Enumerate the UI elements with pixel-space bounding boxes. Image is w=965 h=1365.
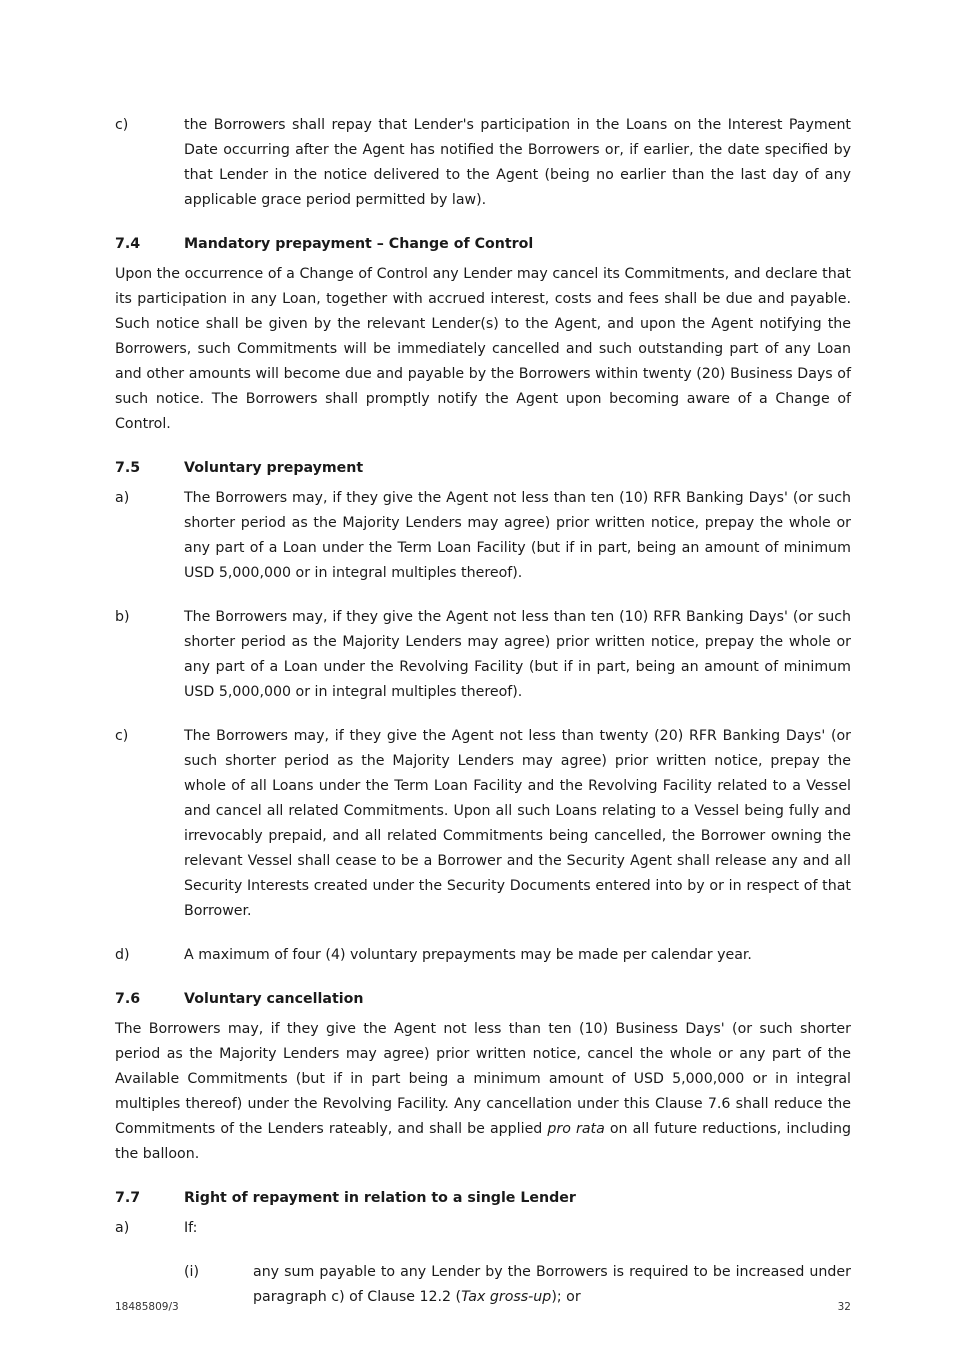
- clause-7-3-item-c: [115, 113, 851, 213]
- clause-text-italic: pro rata: [547, 1121, 605, 1137]
- page-content: [115, 113, 851, 1329]
- subitem-text: [253, 1264, 851, 1305]
- clause-7-5-heading: [115, 456, 851, 481]
- clause-number: 7.4: [115, 236, 141, 252]
- clause-title: Mandatory prepayment – Change of Control: [184, 236, 534, 252]
- clause-number: 7.5: [115, 460, 141, 476]
- item-label: c): [115, 728, 129, 744]
- clause-7-5-item-b: [115, 605, 851, 705]
- item-text: the Borrowers shall repay that Lender's participation in the Loans on the Interest Payment Date occurring after the Agent has notified the Borrowers or, if earlier, the date specified by that Lender in the notice delivered to the Agent (being no earlier than the last day of any applicable grace period permitted by law).: [184, 117, 851, 208]
- footer-page-number: 32: [837, 1301, 851, 1313]
- item-text: If:: [184, 1220, 198, 1236]
- item-text: The Borrowers may, if they give the Agent not less than ten (10) RFR Banking Days' (or such shorter period as the Majority Lenders may agree) prior written notice, prepay the whole or any part of a Loan under the Revolving Facility (but if in part, being an amount of minimum USD 5,000,000 or in integral multiples thereof).: [184, 609, 851, 700]
- clause-title: Right of repayment in relation to a single Lender: [184, 1190, 576, 1206]
- subitem-text-part: ); or: [551, 1289, 581, 1305]
- footer-doc-ref: 18485809/3: [115, 1301, 179, 1313]
- item-label: d): [115, 947, 130, 963]
- clause-7-5-item-c: [115, 724, 851, 924]
- clause-7-7-item-a: [115, 1216, 851, 1241]
- clause-7-4-text: Upon the occurrence of a Change of Control any Lender may cancel its Commitments, and declare that its participation in any Loan, together with accrued interest, costs and fees shall be due and payable. Such notice shall be given by the relevant Lender(s) to the Agent, and upon the Agent notifying the Borrowers, such Commitments will be immediately cancelled and such outstanding part of any Loan and other amounts will become due and payable by the Borrowers within twenty (20) Business Days of such notice. The Borrowers shall promptly notify the Agent upon becoming aware of a Change of Control.: [115, 266, 851, 432]
- item-label: a): [115, 490, 130, 506]
- clause-7-6-text: [115, 1017, 851, 1167]
- clause-7-6-heading: [115, 987, 851, 1012]
- clause-7-4-heading: [115, 232, 851, 257]
- clause-number: 7.7: [115, 1190, 141, 1206]
- clause-7-5-item-a: [115, 486, 851, 586]
- clause-text-part: on all future reductions, including the balloon.: [115, 1121, 851, 1162]
- clause-7-7-heading: [115, 1186, 851, 1211]
- clause-text-part: The Borrowers may, if they give the Agent not less than ten (10) Business Days' (or such shorter period as the Majority Lenders may agree) prior written notice, cancel the whole or any part of the Available Commitments (but if in part being a minimum amount of USD 5,000,000 or in integral multiples thereof) under the Revolving Facility. Any cancellation under this Clause 7.6 shall reduce the Commitments of the Lenders rateably, and shall be applied: [115, 1021, 851, 1137]
- subitem-label: (i): [184, 1264, 200, 1280]
- subitem-text-part: any sum payable to any Lender by the Borrowers is required to be increased under paragraph c) of Clause 12.2 (: [253, 1264, 851, 1305]
- item-label: a): [115, 1220, 130, 1236]
- clause-7-5-item-d: [115, 943, 851, 968]
- item-text: The Borrowers may, if they give the Agent not less than twenty (20) RFR Banking Days' (or such shorter period as the Majority Lenders may agree) prior written notice, prepay the whole of all Loans under the Term Loan Facility and the Revolving Facility related to a Vessel and cancel all related Commitments. Upon all such Loans relating to a Vessel being fully and irrevocably prepaid, and all related Commitments being cancelled, the Borrower owning the relevant Vessel shall cease to be a Borrower and the Security Agent shall release any and all Security Interests created under the Security Documents entered into by or in respect of that Borrower.: [184, 728, 851, 919]
- item-text: The Borrowers may, if they give the Agent not less than ten (10) RFR Banking Days' (or such shorter period as the Majority Lenders may agree) prior written notice, prepay the whole or any part of a Loan under the Term Loan Facility (but if in part, being an amount of minimum USD 5,000,000 or in integral multiples thereof).: [184, 490, 851, 581]
- clause-title: Voluntary prepayment: [184, 460, 364, 476]
- item-label: b): [115, 609, 130, 625]
- clause-7-7-subitem-i: [115, 1260, 851, 1310]
- clause-number: 7.6: [115, 991, 141, 1007]
- subitem-text-italic: Tax gross-up: [461, 1289, 552, 1305]
- clause-title: Voluntary cancellation: [184, 991, 364, 1007]
- item-text: A maximum of four (4) voluntary prepayments may be made per calendar year.: [184, 947, 752, 963]
- item-label: c): [115, 117, 129, 133]
